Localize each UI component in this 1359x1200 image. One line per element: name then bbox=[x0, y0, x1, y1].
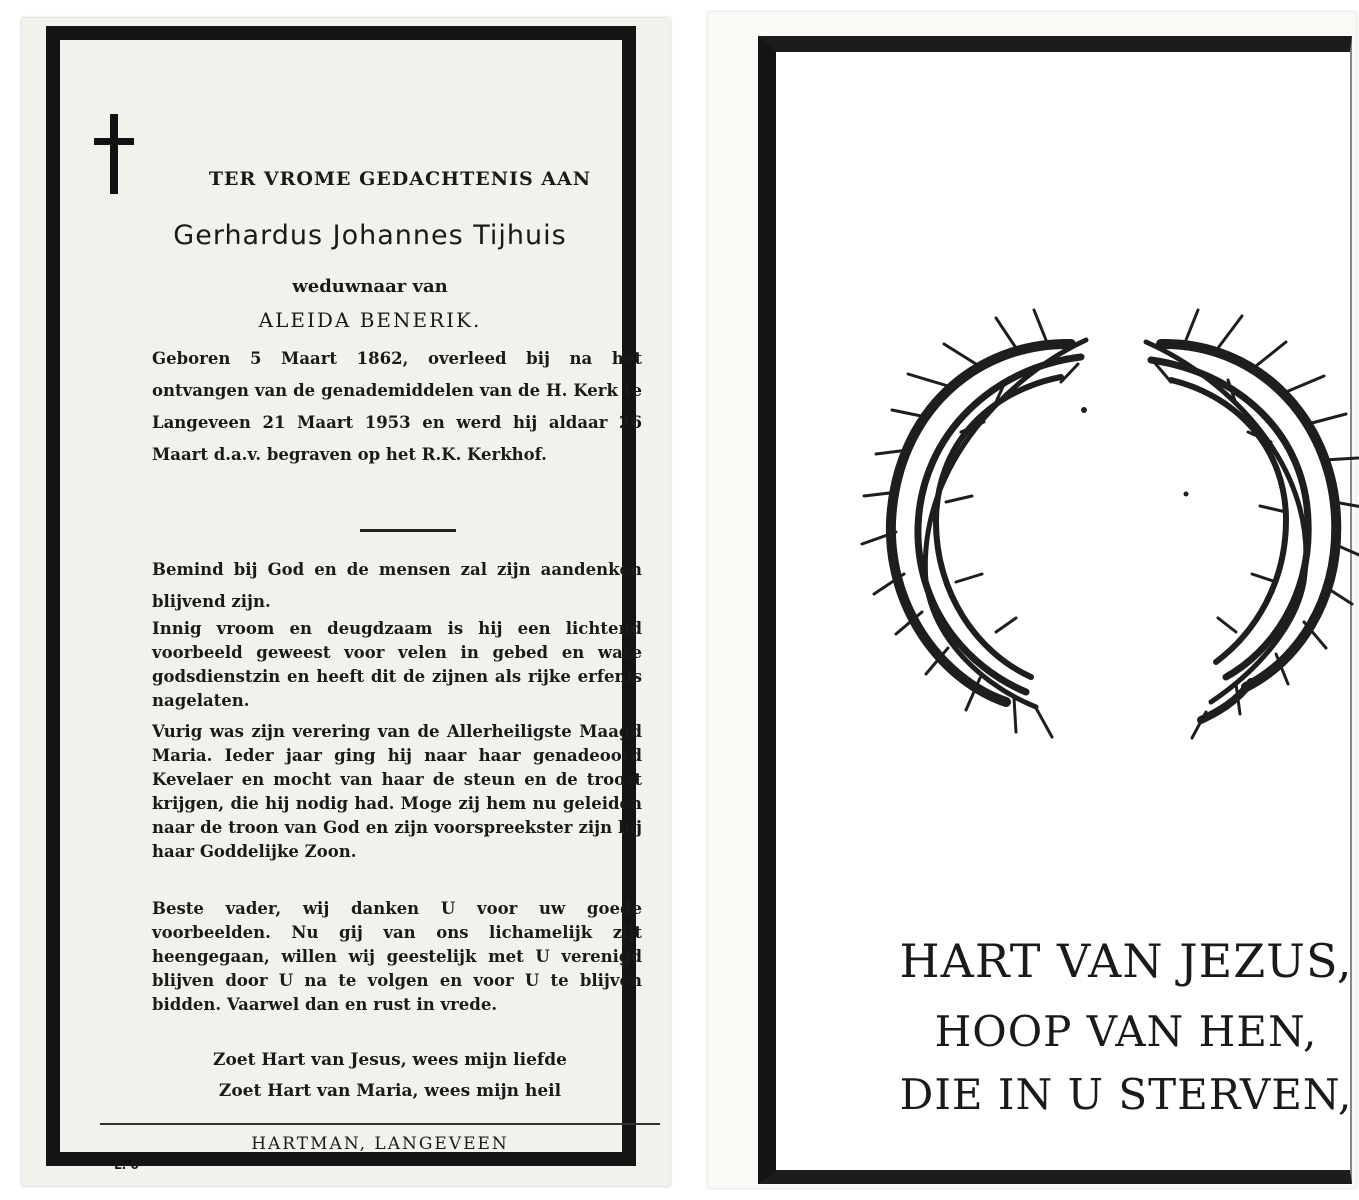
card-heading: TER VROME GEDACHTENIS AAN bbox=[208, 168, 592, 190]
motto-line-2: HOOP VAN HEN, bbox=[934, 1007, 1318, 1056]
section-divider bbox=[360, 529, 456, 532]
mourning-border-right bbox=[758, 36, 1352, 1184]
prayer-line-maria: Zoet Hart van Maria, wees mijn heil bbox=[218, 1081, 562, 1101]
memorial-card-image-side bbox=[708, 12, 1356, 1188]
paragraph-farewell: Beste vader, wij danken U voor uw goede voorbeelden. Nu gij van ons lichamelijk zijt heengegaan, willen wij geestelijk met U verenigd blijven door U na te volgen en voor U te blijven bidden. Vaarwel dan en rust in vrede. bbox=[152, 899, 642, 1014]
cross-icon bbox=[94, 114, 134, 194]
spouse-name: ALEIDA BENERIK. bbox=[258, 308, 482, 332]
prayer-line-jesus: Zoet Hart van Jesus, wees mijn liefde bbox=[213, 1050, 567, 1070]
bio-paragraph: Geboren 5 Maart 1862, overleed bij na het ontvangen van de genademiddelen van de H. Kerk te Langeveen 21 Maart 1953 en werd hij aldaar 26 Maart d.a.v. begraven op het R.K. Kerkhof. bbox=[152, 349, 642, 464]
widower-label: weduwnaar van bbox=[292, 276, 448, 297]
deceased-name: Gerhardus Johannes Tijhuis bbox=[173, 220, 567, 251]
printer-name: HARTMAN, LANGEVEEN bbox=[251, 1134, 509, 1154]
paragraph-veneration: Vurig was zijn verering van de Allerheiligste Maagd Maria. Ieder jaar ging hij naar haar genadeoord Kevelaer en mocht van haar de steun en de troost krijgen, die hij nodig had. Moge zij hem nu geleiden naar de troon van God en zijn voorspreekster zijn bij haar Goddelijke Zoon. bbox=[152, 722, 642, 861]
print-code: L. 6 bbox=[114, 1158, 139, 1172]
paragraph-remembrance: Bemind bij God en de mensen zal zijn aandenken blijvend zijn. bbox=[152, 560, 642, 611]
bottom-rule bbox=[100, 1123, 660, 1125]
motto-line-3: DIE IN U STERVEN, bbox=[899, 1070, 1353, 1119]
mourning-border bbox=[46, 26, 642, 1172]
motto-line-1: HART VAN JEZUS, bbox=[899, 934, 1353, 988]
paragraph-piety: Innig vroom en deugdzaam is hij een lichtend voorbeeld geweest voor velen in gebed en ware godsdienstzin en heeft dit de zijnen als rijke erfenis nagelaten. bbox=[152, 619, 642, 710]
crown-of-thorns-icon bbox=[856, 282, 1359, 772]
memorial-card-text-side bbox=[22, 18, 670, 1186]
